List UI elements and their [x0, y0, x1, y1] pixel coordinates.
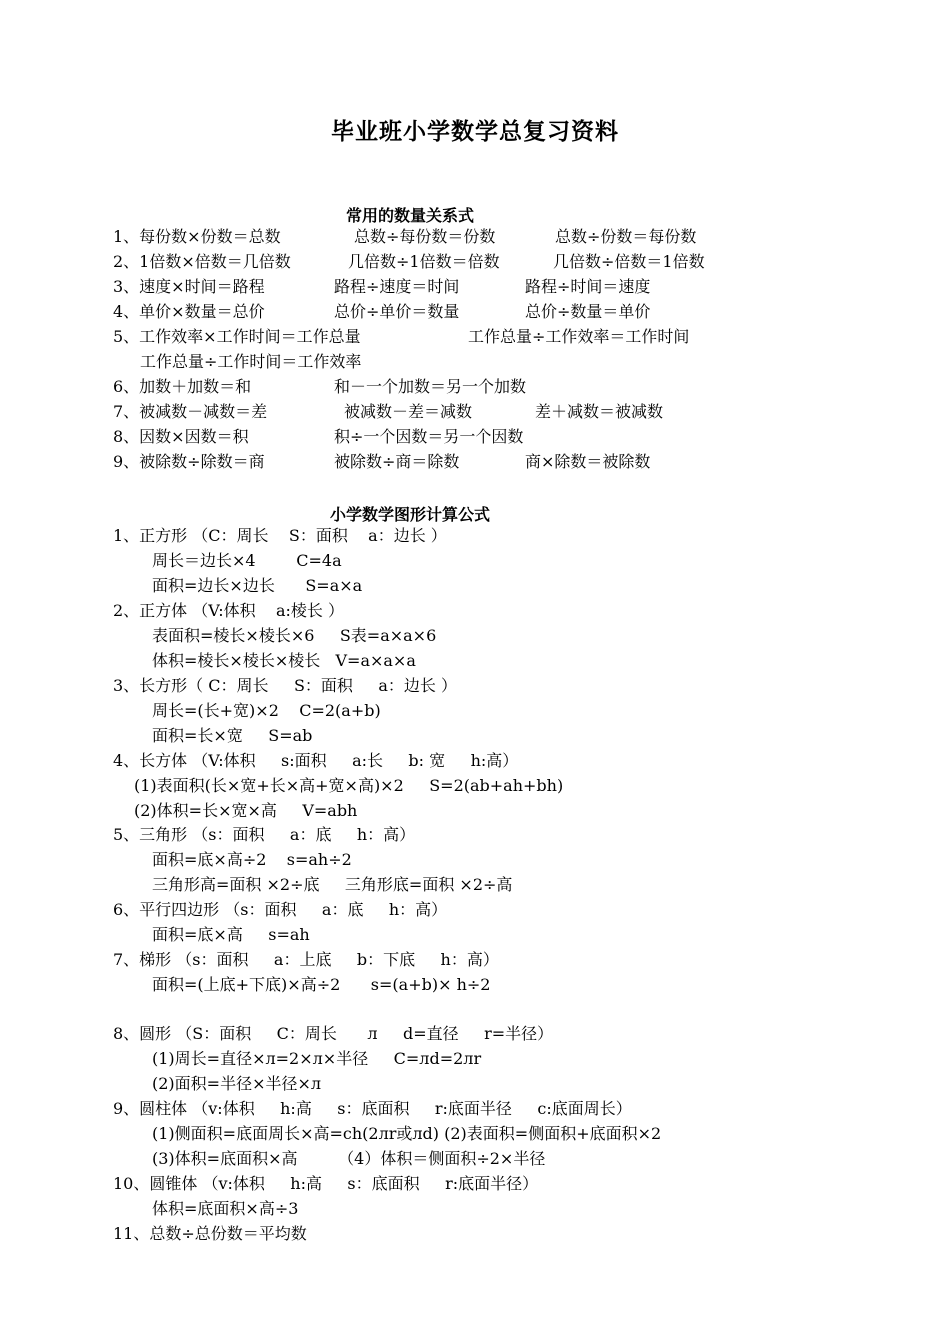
- formula-line: 面积=底×高 s=ah: [152, 925, 310, 944]
- formula-line: 几倍数÷倍数＝1倍数: [553, 252, 705, 271]
- formula-line: 体积=底面积×高÷3: [152, 1199, 299, 1218]
- formula-line: 差＋减数＝被减数: [535, 402, 664, 421]
- formula-line: (2)体积=长×宽×高 V=abh: [134, 801, 358, 820]
- formula-line: (1)侧面积=底面周长×高=ch(2лr或лd) (2)表面积=侧面积+底面积×2: [152, 1124, 662, 1143]
- formula-line: 和－一个加数＝另一个加数: [334, 377, 527, 396]
- formula-line: (1)表面积(长×宽+长×高+宽×高)×2 S=2(ab+ah+bh): [134, 776, 564, 795]
- formula-line: 工作总量÷工作效率＝工作时间: [468, 327, 690, 346]
- formula-line: (3)体积=底面积×高 （4）体积＝侧面积÷2×半径: [152, 1149, 546, 1168]
- formula-line: 4、长方体 （V:体积 s:面积 a:长 b: 宽 h:高）: [113, 751, 519, 770]
- formula-line: 2、正方体 （V:体积 a:棱长 ）: [113, 601, 344, 620]
- formula-line: 面积=(上底+下底)×高÷2 s=(a+b)× h÷2: [152, 975, 491, 994]
- formula-line: 面积=底×高÷2 s=ah÷2: [152, 850, 352, 869]
- section-heading-geometry-formulas: 小学数学图形计算公式: [329, 505, 490, 524]
- formula-line: 4、单价×数量＝总价: [113, 302, 265, 321]
- formula-line: (1)周长=直径×л=2×л×半径 C=лd=2лr: [152, 1049, 482, 1068]
- formula-line: 总价÷单价＝数量: [334, 302, 460, 321]
- formula-line: 10、圆锥体 （v:体积 h:高 s：底面积 r:底面半径）: [113, 1174, 539, 1193]
- formula-line: 工作总量÷工作时间＝工作效率: [140, 352, 362, 371]
- formula-line: 9、被除数÷除数＝商: [113, 452, 265, 471]
- formula-line: 3、长方形（ C：周长 S：面积 a：边长 ）: [113, 676, 457, 695]
- formula-line: 路程÷速度＝时间: [334, 277, 460, 296]
- formula-line: 7、梯形 （s：面积 a：上底 b：下底 h：高）: [113, 950, 499, 969]
- document-title: 毕业班小学数学总复习资料: [331, 119, 619, 145]
- section-heading-quantity-relations: 常用的数量关系式: [345, 206, 474, 225]
- formula-line: 体积=棱长×棱长×棱长 V=a×a×a: [152, 651, 416, 670]
- formula-line: 面积=长×宽 S=ab: [152, 726, 313, 745]
- formula-line: 三角形高=面积 ×2÷底 三角形底=面积 ×2÷高: [152, 875, 513, 894]
- formula-line: 被减数－差＝减数: [344, 402, 473, 421]
- formula-line: 表面积=棱长×棱长×6 S表=a×a×6: [152, 626, 437, 645]
- formula-line: 总数÷每份数＝份数: [354, 227, 496, 246]
- formula-line: 6、平行四边形 （s：面积 a：底 h：高）: [113, 900, 448, 919]
- formula-line: 2、1倍数×倍数＝几倍数: [113, 252, 291, 271]
- formula-line: 5、三角形 （s：面积 a：底 h：高）: [113, 825, 416, 844]
- formula-line: 8、因数×因数＝积: [113, 427, 249, 446]
- formula-line: 7、被减数－减数＝差: [113, 402, 268, 421]
- formula-line: 周长=(长+宽)×2 C=2(a+b): [152, 701, 381, 720]
- formula-line: 8、圆形 （S：面积 C：周长 л d=直径 r=半径）: [113, 1024, 554, 1043]
- formula-line: 5、工作效率×工作时间＝工作总量: [113, 327, 361, 346]
- formula-line: 商×除数＝被除数: [525, 452, 651, 471]
- formula-line: 几倍数÷1倍数＝倍数: [348, 252, 500, 271]
- formula-line: 1、正方形 （C：周长 S：面积 a：边长 ）: [113, 526, 447, 545]
- formula-line: (2)面积=半径×半径×л: [152, 1074, 322, 1093]
- formula-line: 3、速度×时间＝路程: [113, 277, 265, 296]
- formula-line: 9、圆柱体 （v:体积 h:高 s：底面积 r:底面半径 c:底面周长）: [113, 1099, 632, 1118]
- formula-line: 被除数÷商＝除数: [334, 452, 460, 471]
- formula-line: 路程÷时间＝速度: [525, 277, 651, 296]
- formula-line: 积÷一个因数＝另一个因数: [334, 427, 524, 446]
- formula-line: 周长＝边长×4 C=4a: [152, 551, 342, 570]
- formula-line: 1、每份数×份数＝总数: [113, 227, 281, 246]
- formula-line: 6、加数＋加数＝和: [113, 377, 252, 396]
- formula-line: 总数÷份数＝每份数: [555, 227, 697, 246]
- formula-line: 11、总数÷总份数＝平均数: [113, 1224, 307, 1243]
- formula-line: 面积=边长×边长 S=a×a: [152, 576, 363, 595]
- formula-line: 总价÷数量＝单价: [525, 302, 651, 321]
